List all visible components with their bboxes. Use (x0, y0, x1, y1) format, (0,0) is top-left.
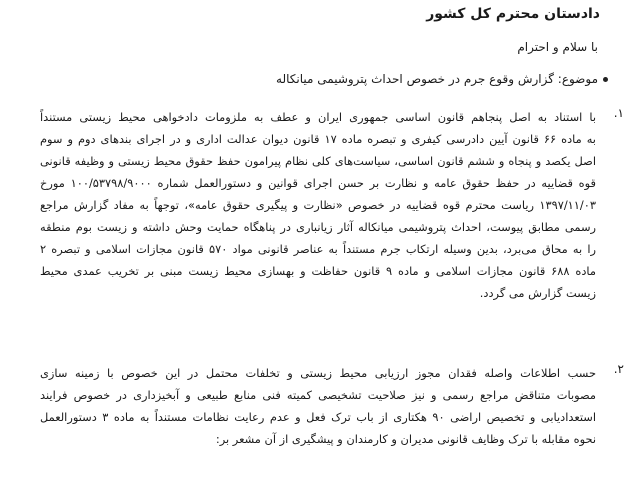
paragraph-line: را به محاق می‌برد، بدین وسیله ارتکاب جرم مستنداً به عناصر قانونی مواد ۵۷۰ قانون مجازات اسلامی و تبصره ۲ (40, 242, 596, 256)
paragraph-line: نحوه مقابله با ترک وظایف قانونی مدیران و کارمندان و پیشگیری از آن مشعر بر: (215, 432, 596, 446)
paragraph-line: ماده ۶۸۸ قانون مجازات اسلامی و ماده ۹ قانون حفاظت و بهسازی محیط زیست مبنی بر تخریب عمدی محیط (40, 264, 596, 278)
bullet-icon (603, 77, 608, 82)
paragraph-line: استعدادیابی و تخصیص اراضی ۹۰ هکتاری از باب ترک فعل و عدم رعایت نظامات مستنداً به ماده ۳ دستورالعمل (40, 410, 596, 424)
paragraph-line: مصوبات متناقض مراجع رسمی و نیز صلاحیت تشخیصی کمیته فنی منابع طبیعی و آبخیزداری در خصوص فرایند (40, 388, 596, 402)
subject-line (276, 72, 608, 86)
paragraph-number: ۲. (613, 362, 624, 376)
letter-title: دادستان محترم کل کشور (426, 6, 600, 22)
paragraph-line: با استناد به اصل پنجاهم قانون اساسی جمهوری ایران و عطف به ملزومات دادخواهی محیط زیستی مستنداً (40, 110, 596, 124)
paragraph-line: ۱۳۹۷/۱۱/۰۳ ریاست محترم قوه قضاییه در خصوص «نظارت و پیگیری حقوق عامه»، توجهاً به مفاد گزارش مراجع (40, 198, 596, 212)
paragraph-line: زیست گزارش می گردد. (479, 286, 596, 300)
paragraph-number: ۱. (613, 106, 624, 120)
subject-text: موضوع: گزارش وقوع جرم در خصوص احداث پتروشیمی میانکاله (276, 72, 598, 86)
paragraph-line: قوه قضاییه در حفظ حقوق عامه و نظارت بر حسن اجرای قوانین و دستورالعمل شماره ۱۰۰/۵۳۷۹۸/۹۰۰۰ مورخ (40, 176, 596, 190)
paragraph-line: به ماده ۶۶ قانون آیین دادرسی کیفری و تبصره ماده ۱۷ قانون دیوان عدالت اداری و در اجرای بندهای دوم و سوم (40, 132, 596, 146)
paragraph-line: اصل یکصد و پنجاه و ششم قانون اساسی، سیاست‌های کلی نظام پیرامون حفظ حقوق محیط زیستی و وظیفه قانونی (40, 154, 596, 168)
greeting-line: با سلام و احترام (517, 40, 598, 54)
paragraph-line: حسب اطلاعات واصله فقدان مجوز ارزیابی محیط زیستی و تخلفات محتمل در این خصوص با زمینه سازی (40, 366, 596, 380)
paragraph-2 (40, 362, 596, 450)
paragraph-line: رسمی مطابق پیوست، احداث پتروشیمی میانکاله آثار زیانباری در پناهگاه حمایت وحش داشته و زیست بوم منطقه (40, 220, 596, 234)
paragraph-1 (40, 106, 596, 304)
